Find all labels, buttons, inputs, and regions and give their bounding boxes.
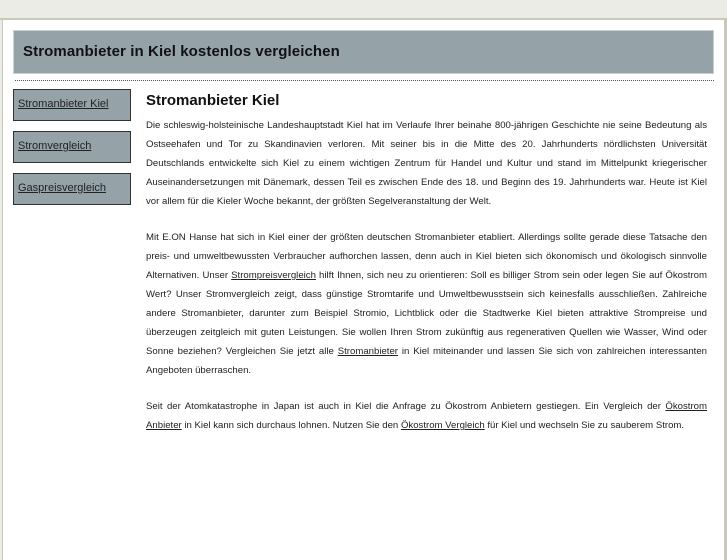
link-oekostrom-vergleich[interactable]: Ökostrom Vergleich: [400, 420, 485, 431]
browser-top-bar: [0, 0, 727, 20]
paragraph-intro: Die schleswig-holsteinische Landeshauptstadt Kiel hat im Verlaufe Ihrer beinahe 800-jährigen Geschichte nie seine Bedeutung als Ostseehafen und Tor zu Skandinavien verloren. Mit seiner bis in die Mitte des 20. Jahrhunderts nördlichsten Universität Deutschlands entwickelte sich Kiel zu einem wichtigen Zentrum für Handel und Kultur und stand im Mittelpunkt kriegerischer Auseinandersetzungen mit Dänemark, dessen Teil es zwischen Ende des 18. und Beginn des 19. Jahrhunderts war. Heute ist Kiel vor allem für die Kieler Woche bekannt, der größten Segelveranstaltung der Welt.: [146, 120, 707, 207]
link-oekostrom-anbieter[interactable]: Ökostrom Anbieter: [146, 401, 707, 431]
sidebar-nav: [13, 89, 131, 215]
page-title: Stromanbieter Kiel: [146, 92, 280, 109]
main-content: [146, 92, 707, 452]
paragraph-text: in Kiel miteinander und lassen Sie sich von zahlreichen interessanten Angeboten überraschen.: [146, 346, 708, 376]
paragraph-text: für Kiel und wechseln Sie zu sauberem Strom.: [484, 420, 685, 431]
paragraph-oekostrom: [146, 397, 707, 435]
paragraph-text: in Kiel kann sich durchaus lohnen. Nutzen Sie den: [181, 420, 401, 431]
nav-link-stromanbieter-kiel[interactable]: Stromanbieter Kiel: [18, 98, 109, 110]
header-divider: [15, 80, 714, 81]
paragraph-text: Seit der Atomkatastrophe in Japan ist auch in Kiel die Anfrage zu Ökostrom Anbietern gestiegen. Ein Vergleich der: [146, 401, 666, 412]
link-stromanbieter[interactable]: Stromanbieter: [337, 346, 398, 357]
paragraph-text: hilft Ihnen, sich neu zu orientieren: Soll es billiger Strom sein oder legen Sie auf Ökostrom Wert? Unser Stromvergleich zeigt, dass günstige Stromtarife und Umweltbewusstsein sich keinesfalls ausschließen. Zahlreiche andere Stromanbieter, darunter zum Beispiel Stromio, Lichtblick oder die Stadtwerke Kiel bieten attraktive Strompreise und überzeugen zeitgleich mit guten Leistungen. Sie wollen Ihren Strom zukünftig aus regenerativen Quellen wie Wasser, Wind oder Sonne beziehen? Vergleichen Sie jetzt alle: [146, 270, 707, 357]
nav-item-stromvergleich[interactable]: [13, 131, 131, 163]
site-title: Stromanbieter in Kiel kostenlos vergleichen: [23, 43, 340, 60]
nav-item-stromanbieter-kiel[interactable]: [13, 89, 131, 121]
nav-item-gaspreisvergleich[interactable]: [13, 173, 131, 205]
nav-link-stromvergleich[interactable]: Stromvergleich: [18, 140, 92, 152]
site-header: [13, 30, 714, 74]
nav-link-gaspreisvergleich[interactable]: Gaspreisvergleich: [18, 182, 107, 194]
paragraph-text: Mit E.ON Hanse hat sich in Kiel einer der größten deutschen Stromanbieter etabliert. Allerdings sollte gerade diese Tatsache den preis- und umweltbewussten Verbraucher aufhorchen lassen, denn auch in Kiel bieten sich ökonomisch und ökologisch sinnvolle Alternativen. Unser: [146, 232, 707, 281]
link-strompreisvergleich[interactable]: Strompreisvergleich: [231, 270, 316, 281]
paragraph-providers: [146, 228, 707, 380]
page-container: [2, 20, 727, 560]
